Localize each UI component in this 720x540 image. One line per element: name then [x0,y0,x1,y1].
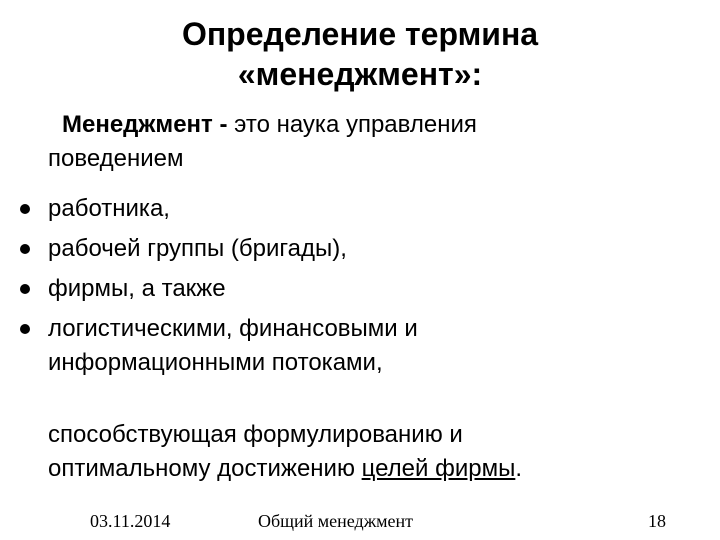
conclusion-text: оптимальному достижению [48,455,362,482]
list-item [16,312,676,380]
bullet-icon [20,284,30,294]
list-item-text: рабочей группы (бригады), [48,235,347,262]
bullet-list [16,192,676,386]
definition-conclusion [48,418,688,486]
bullet-icon [20,204,30,214]
list-item-text: фирмы, а также [48,275,226,302]
footer-page-number: 18 [648,511,666,531]
slide-title-line-1: Определение термина [181,16,539,52]
defined-term: Менеджмент - [62,111,228,138]
conclusion-period: . [515,455,522,482]
list-item-text: работника, [48,195,170,222]
definition-line-1 [48,108,668,142]
definition-text-1: это наука управления [227,111,477,138]
list-item-text: логистическими, финансовыми и [48,315,418,342]
bullet-icon [20,244,30,254]
definition-intro [48,108,668,176]
list-item [16,192,676,226]
list-item [16,232,676,266]
conclusion-line-2 [48,452,688,486]
conclusion-line-1: способствующая формулированию и [48,421,463,448]
bullet-icon [20,324,30,334]
list-item [16,272,676,306]
slide-title [60,14,660,94]
list-item-text-continued: информационными потоками, [48,349,383,376]
footer-course-name: Общий менеджмент [258,511,414,531]
firm-goals-link[interactable]: целей фирмы [361,455,516,482]
definition-text-2: поведением [48,145,184,172]
footer-date: 03.11.2014 [90,511,171,531]
slide-title-line-2: «менеджмент»: [237,56,483,92]
